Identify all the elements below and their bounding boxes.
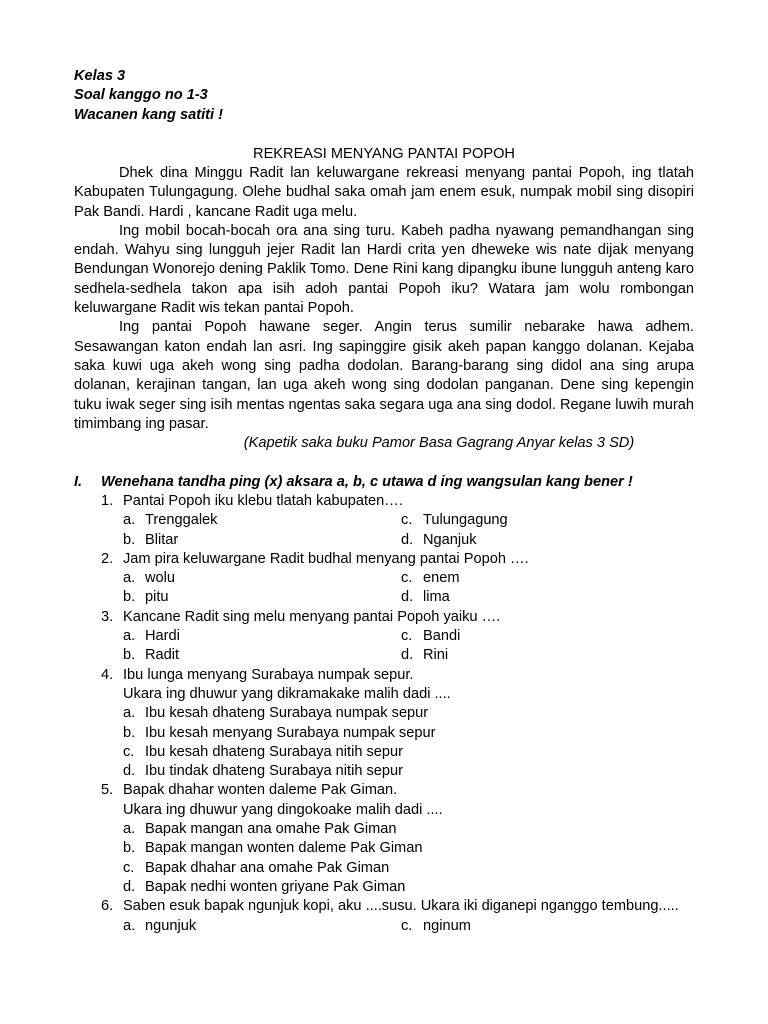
- option-letter: d.: [123, 878, 136, 895]
- question-text: Saben esuk bapak ngunjuk kopi, aku ....susu. Ukara iki diganepi nganggo tembung.....: [123, 898, 679, 915]
- option-text: Ibu kesah dhateng Surabaya numpak sepur: [145, 705, 429, 722]
- option-letter: c.: [123, 859, 135, 876]
- story-passage: [74, 164, 694, 434]
- header-block: [74, 67, 223, 125]
- option-text: enem: [423, 570, 460, 587]
- option-letter: d.: [401, 531, 414, 548]
- option-letter: b.: [123, 589, 136, 606]
- option-text: ngunjuk: [145, 917, 197, 934]
- option-letter: a.: [123, 628, 136, 645]
- option-text: Bapak mangan wonten daleme Pak Giman: [145, 840, 423, 857]
- question-text: Ibu lunga menyang Surabaya numpak sepur.: [123, 666, 414, 683]
- answer-option[interactable]: [401, 627, 694, 646]
- answer-option[interactable]: [123, 588, 401, 607]
- option-text: Blitar: [145, 531, 179, 548]
- section-heading: [74, 473, 704, 492]
- story-paragraph: Dhek dina Minggu Radit lan keluwargane rekreasi menyang pantai Popoh, ing tlatah Kabupaten Tulungagung. Olehe budhal saka omah jam enem esuk, numpak mobil sing disopiri Pak Bandi. Hardi , kancane Radit uga melu.: [74, 165, 694, 220]
- question-number: 3.: [101, 608, 114, 625]
- answer-option[interactable]: [123, 859, 694, 878]
- option-letter: c.: [401, 570, 413, 587]
- answer-option[interactable]: [401, 531, 694, 550]
- question-text: Jam pira keluwargane Radit budhal menyang pantai Popoh ….: [123, 550, 529, 567]
- option-letter: c.: [401, 917, 413, 934]
- answer-option[interactable]: [123, 839, 694, 858]
- option-letter: a.: [123, 917, 136, 934]
- story-paragraph: Ing pantai Popoh hawane seger. Angin terus sumilir nebarake hawa adhem. Sesawangan katon endah lan asri. Ing sapinggire gisik akeh papan kanggo dolanan. Kejaba saka kuwi uga akeh wong sing padha dodolan. Barang-barang sing didol ana sing arupa dolanan, kerajinan tangan, lan uga akeh wong sing dodolan panganan. Dene sing kepengin tuku iwak seger sing isih mentas ngentas saka segara uga ana sing dodol. Regane luwih murah timimbang ing pasar.: [74, 319, 694, 432]
- answer-option[interactable]: [123, 878, 694, 897]
- answer-option[interactable]: [123, 917, 401, 936]
- question-number: 2.: [101, 550, 114, 567]
- answer-option[interactable]: [123, 820, 694, 839]
- answer-option[interactable]: [123, 531, 401, 550]
- answer-option[interactable]: [123, 569, 401, 588]
- answer-options: [123, 569, 694, 608]
- story-paragraph: Ing mobil bocah-bocah ora ana sing turu. Kabeh padha nyawang pemandhangan sing endah. Wahyu sing lungguh jejer Radit lan Hardi crita yen dheweke wis nate dijak menyang Bendungan Wonorejo dening Paklik Tomo. Dene Rini kang dipangku ibune lungguh anteng karo sedhela-sedhela takon apa isih adoh pantai Popoh iku? Watara jam wolu rombongan keluwargane Radit wis tekan pantai Popoh.: [74, 222, 694, 317]
- option-text: Trenggalek: [145, 512, 218, 529]
- question-item: [101, 897, 694, 936]
- answer-options: [123, 511, 694, 550]
- option-text: lima: [423, 589, 450, 606]
- class-label: Kelas 3: [74, 68, 126, 84]
- question-instruction: Ukara ing dhuwur yang dingokoake malih dadi ....: [123, 801, 443, 818]
- answer-option[interactable]: [401, 588, 694, 607]
- answer-options: [123, 704, 694, 781]
- option-text: Bapak dhahar ana omahe Pak Giman: [145, 859, 390, 876]
- option-text: Bapak nedhi wonten griyane Pak Giman: [145, 878, 406, 895]
- option-letter: b.: [123, 531, 136, 548]
- section-instruction: Wenehana tandha ping (x) aksara a, b, c utawa d ing wangsulan kang bener !: [101, 474, 633, 490]
- answer-options: [123, 917, 694, 936]
- question-number: 5.: [101, 782, 114, 799]
- option-text: Radit: [145, 647, 180, 664]
- option-letter: d.: [401, 589, 414, 606]
- question-number: 6.: [101, 898, 114, 915]
- option-text: Hardi: [145, 628, 180, 645]
- question-item: [101, 550, 694, 608]
- question-item: [101, 781, 694, 897]
- question-number: 4.: [101, 666, 114, 683]
- option-letter: c.: [123, 743, 135, 760]
- option-text: Nganjuk: [423, 531, 477, 548]
- question-scope-label: Soal kanggo no 1-3: [74, 87, 208, 104]
- option-text: Ibu kesah dhateng Surabaya nitih sepur: [145, 743, 404, 760]
- answer-option[interactable]: [123, 511, 401, 530]
- question-item: [101, 666, 694, 782]
- story-title: REKREASI MENYANG PANTAI POPOH: [253, 146, 515, 162]
- question-number: 1.: [101, 493, 114, 509]
- option-letter: c.: [401, 512, 413, 529]
- section-number: I.: [74, 474, 83, 490]
- question-list: [101, 492, 694, 936]
- option-text: Ibu tindak dhateng Surabaya nitih sepur: [145, 763, 404, 780]
- answer-option[interactable]: [401, 646, 694, 665]
- question-instruction: Ukara ing dhuwur yang dikramakake malih dadi ....: [123, 685, 451, 702]
- option-letter: a.: [123, 512, 136, 529]
- question-text: Kancane Radit sing melu menyang pantai Popoh yaiku ….: [123, 608, 501, 625]
- option-text: pitu: [145, 589, 169, 606]
- answer-option[interactable]: [123, 646, 401, 665]
- option-text: Bandi: [423, 628, 461, 645]
- option-text: Ibu kesah menyang Surabaya numpak sepur: [145, 724, 436, 741]
- answer-option[interactable]: [123, 724, 694, 743]
- question-text: Bapak dhahar wonten daleme Pak Giman.: [123, 782, 398, 799]
- option-letter: a.: [123, 705, 136, 722]
- option-text: Bapak mangan ana omahe Pak Giman: [145, 821, 397, 838]
- option-letter: b.: [123, 840, 136, 857]
- answer-options: [123, 820, 694, 897]
- option-text: nginum: [423, 917, 471, 934]
- option-letter: c.: [401, 628, 413, 645]
- option-text: Rini: [423, 647, 449, 664]
- question-text: Pantai Popoh iku klebu tlatah kabupaten….: [123, 493, 403, 509]
- option-text: wolu: [145, 570, 176, 587]
- option-letter: a.: [123, 570, 136, 587]
- story-source: (Kapetik saka buku Pamor Basa Gagrang Anyar kelas 3 SD): [243, 435, 635, 451]
- answer-option[interactable]: [401, 511, 694, 530]
- question-item: [101, 492, 694, 550]
- option-letter: b.: [123, 724, 136, 741]
- option-letter: d.: [123, 763, 136, 780]
- answer-option[interactable]: [123, 743, 694, 762]
- answer-option[interactable]: [123, 704, 694, 723]
- question-item: [101, 608, 694, 666]
- option-letter: b.: [123, 647, 136, 664]
- option-text: Tulungagung: [423, 512, 508, 529]
- answer-option[interactable]: [123, 627, 401, 646]
- option-letter: d.: [401, 647, 414, 664]
- answer-option[interactable]: [401, 917, 694, 936]
- answer-option[interactable]: [123, 762, 694, 781]
- answer-options: [123, 627, 694, 666]
- reading-instruction: Wacanen kang satiti !: [74, 106, 223, 123]
- option-letter: a.: [123, 821, 136, 838]
- answer-option[interactable]: [401, 569, 694, 588]
